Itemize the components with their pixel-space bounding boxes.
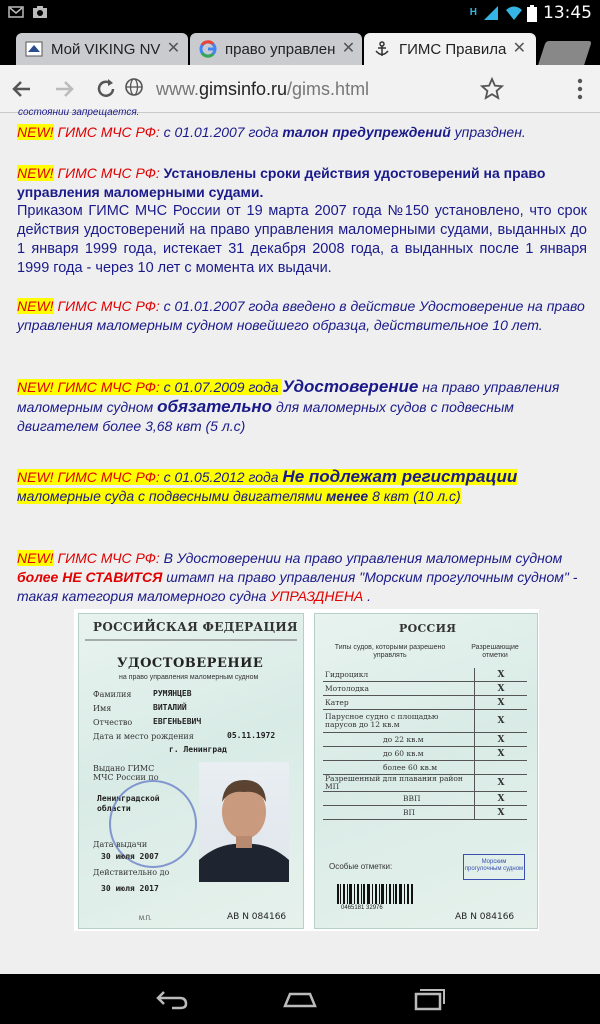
license-back [314,613,538,929]
news-item-1: NEW! ГИМС МЧС РФ: с 01.01.2007 года талон предупреждений упразднен. [17,124,526,140]
clock: 13:45 [543,3,592,23]
wifi-icon [505,5,521,21]
viking-favicon [26,41,42,57]
news-item-2: NEW! ГИМС МЧС РФ: Установлены сроки действия удостоверений на право управления маломерными судами. [17,165,546,200]
license-card-image [74,609,539,931]
close-icon[interactable]: ✕ [341,40,356,57]
globe-icon [124,77,144,102]
barcode-number: 0465181 32976 [341,905,383,911]
name-label: Имя [93,704,112,713]
license-subtitle: на право управления маломерным судном [119,674,259,681]
col-marks-header: Разрешающие отметки [471,644,519,659]
tab-google[interactable] [190,33,362,65]
news-item-5: NEW! ГИМС МЧС РФ: с 01.05.2012 года Не подлежат регистрации маломерные суда с подвесными двигателями менее 8 квт (10 л.с) [17,467,518,504]
reload-button[interactable] [92,75,120,103]
anchor-favicon [374,41,390,57]
surname-value: РУМЯНЦЕВ [153,689,192,698]
license-country: РОССИЙСКАЯ ФЕДЕРАЦИЯ [93,620,298,634]
back-icon[interactable] [154,986,190,1012]
new-tab-button[interactable] [538,41,592,65]
news-item-2-body: Приказом ГИМС МЧС России от 19 марта 2007 года №150 установлено, что срок действия удостоверений на право управления маломерными судами, выданных до 1 января 1999 года, истекает 31 декабря 2008 года, а выданных после 1 января 1999 года - через 10 лет с момента их выдачи. [17,203,587,276]
news-item-4: NEW! ГИМС МЧС РФ: с 01.07.2009 года Удостоверение на право управления маломерным судном обязательно для маломерных судов с подвесным двигателем более 3,68 квт (5 л.с) [17,377,560,434]
birth-date-value: 05.11.1972 [227,731,276,740]
news-item-3: NEW! ГИМС МЧС РФ: с 01.01.2007 года введено в действие Удостоверение на право управления маломерным судном новейшего образца, действительное 10 лет. [17,298,585,333]
overflow-menu-icon [576,77,584,101]
tab-label: ГИМС Правила [399,40,507,58]
patronymic-label: Отчество [93,718,133,727]
surname-label: Фамилия [93,690,132,699]
google-favicon [200,41,216,57]
url-text: www.gimsinfo.ru/gims.html [156,78,370,99]
reload-icon [94,77,118,101]
recent-apps-icon[interactable] [412,986,448,1012]
license-serial: AB N 084166 [227,912,287,922]
col-types-header: Типы судов, которыми разрешено управлять [334,644,446,659]
sea-craft-stamp: Морским прогулочным судном [463,854,525,880]
news-item-6: NEW! ГИМС МЧС РФ: В Удостоверении на право управления маломерным судном более НЕ СТАВИТСЯ штамп на право управления "Морским прогулочным судном" - такая категория маломерного судна УПРАЗДНЕНА . [17,550,578,604]
license-title: УДОСТОВЕРЕНИЕ [117,656,264,671]
arrow-right-icon [52,77,76,101]
license-back-country: РОССИЯ [399,622,457,635]
cut-off-text: состоянии запрещается. [18,107,140,118]
status-bar [0,0,600,25]
valid-until-label: Действительно до [93,868,170,877]
valid-until-value: 30 июля 2017 [101,884,159,893]
network-type: H [469,7,477,18]
back-button[interactable] [8,75,36,103]
star-icon [480,77,504,101]
close-icon[interactable]: ✕ [166,40,181,57]
holder-photo [199,762,289,882]
tab-gims-active[interactable] [364,33,536,65]
tab-label: право управлен [225,40,336,58]
forward-button[interactable] [50,75,78,103]
issue-date-value: 30 июля 2007 [101,852,159,861]
close-icon[interactable]: ✕ [512,40,527,57]
page-content [0,107,600,974]
tab-strip [0,25,600,65]
license-back-serial: AB N 084166 [455,912,515,922]
navigation-bar [0,974,600,1024]
photo-upload-icon [32,4,48,20]
browser-toolbar [0,65,600,113]
issued-label: Выдано ГИМС МЧС России по [93,764,159,782]
gmail-notification-icon [8,4,24,20]
menu-button[interactable] [566,75,594,103]
tab-viking[interactable] [16,33,188,65]
issued-by-value: Ленинградской области [97,794,160,813]
tab-label: Мой VIKING NV [51,40,161,58]
issue-date-label: Дата выдачи [93,840,148,849]
special-notes-label: Особые отметки: [329,862,393,871]
home-icon[interactable] [282,986,318,1012]
bookmark-star-button[interactable] [478,75,506,103]
battery-icon [527,5,537,21]
birth-place-value: г. Ленинград [169,745,227,754]
mp-mark: М.П. [139,916,152,922]
signal-icon [483,5,499,21]
birth-label: Дата и место рождения [93,732,194,741]
arrow-left-icon [10,77,34,101]
patronymic-value: ЕВГЕНЬЕВИЧ [153,717,202,726]
name-value: ВИТАЛИЙ [153,703,187,712]
license-front [78,613,304,929]
vessel-types-table: Гидроцикл X Мотолодка X Катер X Парусное судно с площадью парусов до 12 кв.м X до 22 кв.м X до 60 кв.м X более 60 кв.м Разрешенный для плавания район МП X ВВП X ВП X [323,668,527,820]
address-bar[interactable] [124,73,524,105]
